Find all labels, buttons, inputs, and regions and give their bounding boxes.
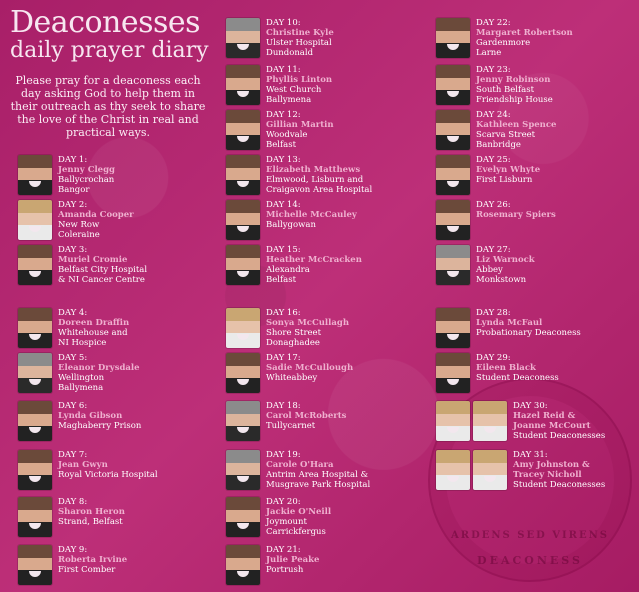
deaconess-photo xyxy=(226,18,260,58)
diary-entry xyxy=(226,245,362,285)
deaconess-photo xyxy=(18,450,52,490)
entry-text xyxy=(266,353,353,383)
diary-entry xyxy=(226,401,346,441)
entry-day: DAY 11: xyxy=(266,65,301,75)
deaconess-photo xyxy=(436,401,470,441)
entry-location: Whiteabbey xyxy=(266,373,318,383)
deaconess-photo xyxy=(436,155,470,195)
entry-name: Eleanor Drysdale xyxy=(58,363,140,373)
entry-name: Rosemary Spiers xyxy=(476,210,556,220)
entry-name: Sharon Heron xyxy=(58,507,125,517)
entry-location: Student Deaconesses xyxy=(513,480,606,490)
diary-entry xyxy=(18,545,127,585)
entry-location: Craigavon Area Hospital xyxy=(266,185,373,195)
deaconess-photo xyxy=(18,155,52,195)
entry-location: First Comber xyxy=(58,565,116,575)
intro-paragraph: Please pray for a deaconess each day asking God to help them in their outreach as thy seek to share the love of the Christ in real and practical ways. xyxy=(10,74,206,139)
diary-entry xyxy=(18,401,141,441)
entry-name: Jackie O'Neill xyxy=(266,507,332,517)
entry-day: DAY 26: xyxy=(476,200,511,210)
entry-text xyxy=(266,110,334,150)
diary-entry xyxy=(226,65,332,105)
entry-day: DAY 18: xyxy=(266,401,301,411)
diary-entry xyxy=(436,18,573,58)
entry-name: Christine Kyle xyxy=(266,28,334,38)
entry-day: DAY 14: xyxy=(266,200,301,210)
deaconess-photo xyxy=(226,497,260,537)
entry-location: Woodvale xyxy=(266,130,308,140)
entry-day: DAY 7: xyxy=(58,450,88,460)
deaconess-photo xyxy=(226,401,260,441)
entry-name: Hazel Reid & Joanne McCourt xyxy=(513,411,591,431)
entry-text xyxy=(266,497,331,537)
entry-day: DAY 4: xyxy=(58,308,88,318)
entry-location: Joymount xyxy=(266,517,307,527)
entry-location: Dundonald xyxy=(266,48,314,58)
entry-location: Royal Victoria Hospital xyxy=(58,470,158,480)
entry-location: Belfast City Hospital xyxy=(58,265,148,275)
entry-day: DAY 16: xyxy=(266,308,301,318)
diary-entry xyxy=(436,110,556,150)
entry-name: Carole O'Hara xyxy=(266,460,334,470)
entry-day: DAY 21: xyxy=(266,545,301,555)
deaconess-photo xyxy=(436,18,470,58)
entry-location: Strand, Belfast xyxy=(58,517,123,527)
entry-name: Margaret Robertson xyxy=(476,28,573,38)
deaconess-photo xyxy=(436,353,470,393)
diary-entry xyxy=(226,450,370,490)
entry-day: DAY 29: xyxy=(476,353,511,363)
entry-location: Abbey xyxy=(476,265,503,275)
entry-location: Donaghadee xyxy=(266,338,320,348)
diary-entry xyxy=(436,245,535,285)
deaconess-photo xyxy=(226,65,260,105)
entry-text xyxy=(58,155,115,195)
entry-day: DAY 1: xyxy=(58,155,88,165)
entry-day: DAY 9: xyxy=(58,545,88,555)
entry-location: Portrush xyxy=(266,565,304,575)
diary-entry xyxy=(436,200,556,240)
entry-day: DAY 5: xyxy=(58,353,88,363)
deaconess-photo xyxy=(18,200,52,240)
entry-location: Probationary Deaconess xyxy=(476,328,581,338)
diary-entry xyxy=(18,245,147,285)
entry-location: Ballygowan xyxy=(266,220,316,230)
entry-location: Carrickfergus xyxy=(266,527,326,537)
entry-text xyxy=(476,18,573,58)
entry-location: Scarva Street xyxy=(476,130,536,140)
diary-entry xyxy=(226,545,319,585)
diary-entry xyxy=(436,308,581,348)
diary-entry xyxy=(226,308,349,348)
entry-text xyxy=(266,545,319,575)
entry-name: Jenny Robinson xyxy=(476,75,551,85)
entry-text xyxy=(266,200,357,230)
deaconess-photo xyxy=(18,353,52,393)
deaconess-photo xyxy=(18,245,52,285)
entry-name: Lynda Gibson xyxy=(58,411,123,421)
entry-text xyxy=(476,200,556,220)
entry-location: Gardenmore xyxy=(476,38,531,48)
entry-day: DAY 28: xyxy=(476,308,511,318)
entry-name: Elizabeth Matthews xyxy=(266,165,361,175)
diary-entry xyxy=(226,497,331,537)
entry-location: West Church xyxy=(266,85,322,95)
deaconess-photo xyxy=(226,245,260,285)
entry-text xyxy=(58,200,134,240)
entry-location: First Lisburn xyxy=(476,175,533,185)
entry-name: Lynda McFaul xyxy=(476,318,543,328)
entry-text xyxy=(58,245,147,285)
entry-text xyxy=(476,155,540,185)
entry-location: Student Deaconesses xyxy=(513,431,606,441)
entry-day: DAY 30: xyxy=(513,401,548,411)
deaconess-photo xyxy=(473,401,507,441)
entry-name: Jean Gwyn xyxy=(58,460,108,470)
deaconess-photo xyxy=(436,200,470,240)
entry-day: DAY 27: xyxy=(476,245,511,255)
entry-location: Wellington xyxy=(58,373,105,383)
deaconess-photo xyxy=(226,155,260,195)
diary-entry xyxy=(226,155,372,195)
entry-name: Muriel Cromie xyxy=(58,255,128,265)
entry-day: DAY 17: xyxy=(266,353,301,363)
diary-entry xyxy=(226,200,357,240)
entry-text xyxy=(58,497,125,527)
deaconess-photo xyxy=(18,401,52,441)
diary-entry xyxy=(436,401,605,441)
diary-entry xyxy=(18,497,125,537)
entry-day: DAY 13: xyxy=(266,155,301,165)
entry-day: DAY 22: xyxy=(476,18,511,28)
diary-entry xyxy=(436,353,559,393)
diary-entry xyxy=(226,18,334,58)
entry-location: Banbridge xyxy=(476,140,521,150)
entry-name: Liz Warnock xyxy=(476,255,535,265)
entry-location: Elmwood, Lisburn and xyxy=(266,175,364,185)
entry-location: Bangor xyxy=(58,185,90,195)
entry-name: Sonya McCullagh xyxy=(266,318,350,328)
entry-text xyxy=(58,545,127,575)
deaconess-photo xyxy=(18,308,52,348)
entry-location: NI Hospice xyxy=(58,338,107,348)
diary-entry xyxy=(18,200,134,240)
entry-name: Doreen Draffin xyxy=(58,318,130,328)
entry-text xyxy=(58,353,140,393)
entry-text xyxy=(266,401,346,431)
entry-location: Maghaberry Prison xyxy=(58,421,142,431)
entry-location: Friendship House xyxy=(476,95,553,105)
deaconess-photo xyxy=(226,110,260,150)
deaconess-photo xyxy=(436,245,470,285)
title-line-2: daily prayer diary xyxy=(10,38,209,63)
entry-location: Coleraine xyxy=(58,230,100,240)
entry-day: DAY 10: xyxy=(266,18,301,28)
entry-name: Michelle McCauley xyxy=(266,210,357,220)
entry-name: Heather McCracken xyxy=(266,255,362,265)
deaconess-photo xyxy=(473,450,507,490)
diary-entry xyxy=(226,353,353,393)
deaconess-photo xyxy=(226,353,260,393)
entry-text xyxy=(266,245,362,285)
entry-day: DAY 31: xyxy=(513,450,548,460)
entry-text xyxy=(476,65,553,105)
entry-location: Shore Street xyxy=(266,328,321,338)
entry-text xyxy=(58,401,141,431)
entry-location: Whitehouse and xyxy=(58,328,128,338)
entry-location: Ballymena xyxy=(266,95,312,105)
diary-entry xyxy=(226,110,334,150)
seal-motto: ARDENS SED VIRENS xyxy=(451,530,609,541)
entry-text xyxy=(266,155,372,195)
entry-location: Ballycrochan xyxy=(58,175,115,185)
deaconess-photo xyxy=(436,308,470,348)
entry-day: DAY 6: xyxy=(58,401,88,411)
entry-day: DAY 24: xyxy=(476,110,511,120)
entry-location: Antrim Area Hospital & xyxy=(266,470,369,480)
diary-entry xyxy=(436,65,553,105)
entry-location: Tullycarnet xyxy=(266,421,316,431)
entry-name: Amanda Cooper xyxy=(58,210,134,220)
entry-text xyxy=(266,18,334,58)
entry-day: DAY 25: xyxy=(476,155,511,165)
entry-day: DAY 8: xyxy=(58,497,88,507)
entry-name: Roberta Irvine xyxy=(58,555,128,565)
entry-text xyxy=(513,401,605,441)
entry-name: Jenny Clegg xyxy=(58,165,115,175)
entry-text xyxy=(476,308,581,338)
diary-entry xyxy=(436,450,605,490)
entry-name: Sadie McCullough xyxy=(266,363,354,373)
entry-text xyxy=(58,308,129,348)
entry-name: Evelyn Whyte xyxy=(476,165,541,175)
entry-text xyxy=(476,245,535,285)
entry-location: Belfast xyxy=(266,140,296,150)
entry-name: Gillian Martin xyxy=(266,120,334,130)
entry-name: Carol McRoberts xyxy=(266,411,347,421)
entry-location: Student Deaconess xyxy=(476,373,559,383)
entry-location: South Belfast xyxy=(476,85,534,95)
entry-day: DAY 2: xyxy=(58,200,88,210)
seal-word: DEACONESS xyxy=(477,554,583,567)
title-line-1: Deaconesses xyxy=(10,5,201,40)
entry-text xyxy=(476,353,559,383)
deaconess-photo xyxy=(226,308,260,348)
entry-day: DAY 3: xyxy=(58,245,88,255)
diary-title xyxy=(10,5,210,63)
entry-location: Belfast xyxy=(266,275,296,285)
deaconess-photo xyxy=(436,65,470,105)
diary-entry xyxy=(18,155,115,195)
deaconess-photo xyxy=(18,545,52,585)
entry-name: Amy Johnston & Tracey Nicholl xyxy=(513,460,590,480)
entry-name: Kathleen Spence xyxy=(476,120,557,130)
entry-day: DAY 23: xyxy=(476,65,511,75)
entry-location: Musgrave Park Hospital xyxy=(266,480,371,490)
entry-text xyxy=(58,450,158,480)
entry-text xyxy=(513,450,605,490)
deaconess-photo xyxy=(18,497,52,537)
entry-day: DAY 19: xyxy=(266,450,301,460)
entry-location: Alexandra xyxy=(266,265,310,275)
entry-day: DAY 20: xyxy=(266,497,301,507)
entry-name: Julie Peake xyxy=(266,555,320,565)
entry-text xyxy=(476,110,556,150)
entry-day: DAY 12: xyxy=(266,110,301,120)
diary-entry xyxy=(18,308,129,348)
deaconess-photo xyxy=(226,545,260,585)
deaconess-photo xyxy=(436,450,470,490)
entry-text xyxy=(266,65,332,105)
diary-entry xyxy=(18,450,158,490)
entry-day: DAY 15: xyxy=(266,245,301,255)
entry-name: Phyllis Linton xyxy=(266,75,333,85)
deaconess-photo xyxy=(436,110,470,150)
entry-location: Larne xyxy=(476,48,502,58)
entry-text xyxy=(266,450,370,490)
entry-location: New Row xyxy=(58,220,100,230)
entry-location: & NI Cancer Centre xyxy=(58,275,145,285)
deaconess-photo xyxy=(226,200,260,240)
diary-entry xyxy=(436,155,540,195)
entry-location: Monkstown xyxy=(476,275,527,285)
deaconess-photo xyxy=(226,450,260,490)
entry-text xyxy=(266,308,349,348)
entry-location: Ballymena xyxy=(58,383,104,393)
entry-location: Ulster Hospital xyxy=(266,38,332,48)
entry-name: Eileen Black xyxy=(476,363,536,373)
diary-entry xyxy=(18,353,140,393)
